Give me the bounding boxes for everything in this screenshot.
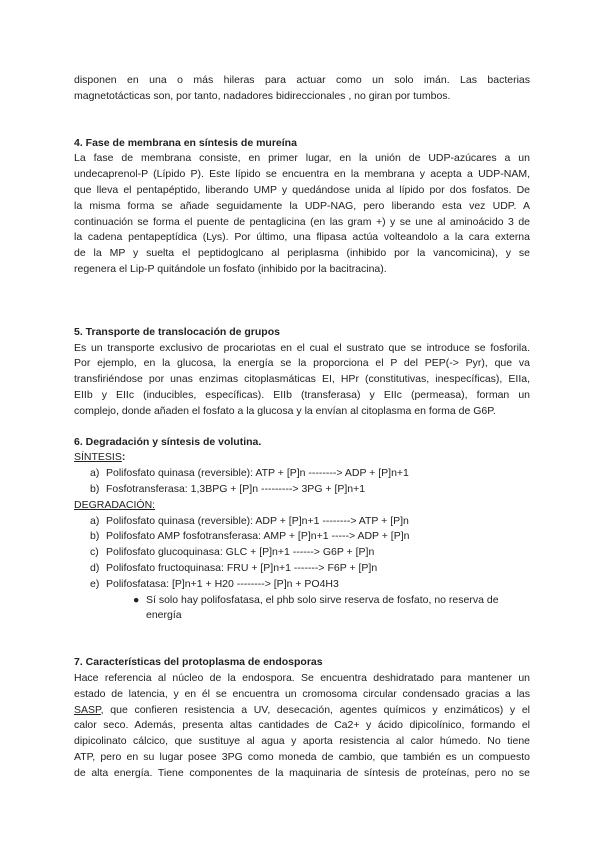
text-line: Por ejemplo, en la glucosa, la energía se la proporciona el P del PEP(-> Pyr), que va [74,357,530,370]
sintesis-colon: : [121,451,126,464]
text-line: ATP, pero en su lugar posee 3PG como moneda de cambio, que también es un compuesto [74,750,530,763]
degradacion-heading: DEGRADACIÓN: [74,498,156,511]
sintesis-list [74,466,530,498]
list-item [74,466,530,482]
sasp-term: SASP [74,703,101,716]
text-line: Hace referencia al núcleo de la endospora. Se encuentra deshidratado para mantener un [74,671,530,684]
list-item [74,514,530,530]
section-6-title: 6. Degradación y síntesis de volutina. [74,435,262,448]
section-4-paragraph [74,151,530,277]
list-item [74,482,530,498]
section-6 [74,435,530,625]
text-line: la cadena pentapeptídica (Lys). Por último, una flipasa actúa volteandolo a la cara externa [74,231,530,244]
text-line: calor seco. Además, presenta altas cantidades de Ca2+ y ácido dipicolínico, formando el [74,719,530,732]
section-4-title: 4. Fase de membrana en síntesis de mureína [74,136,297,149]
text-line: magnetotácticas son, por tanto, nadadores bidireccionales , no giran por tumbos. [74,89,451,102]
intro-paragraph [74,73,530,105]
list-text: Polifosfato AMP fosfotransferasa: AMP + [P]n+1 -----> ADP + [P]n [106,530,410,543]
text-line: que lleva el pentapéptido, liberando UMP y quedándose unida al lípido por dos fosfatos. De [74,183,530,196]
bullet-note [74,593,530,625]
list-marker: d) [90,561,100,574]
text-line: de la MP y suelta el peptidoglcano al periplasma (inhibido por la vancomicina), y se [74,247,530,260]
text-line [74,703,530,719]
text-line: EIIb y EIIc (inducibles, específicas). EIIb (transferasa) y EIIc (permeasa), forman un [74,388,530,401]
list-text: Fosfotransferasa: 1,3BPG + [P]n ---------> 3PG + [P]n+1 [106,482,366,495]
text-line: regenera el Lip-P quitándole un fosfato (inhibido por la bacitracina). [74,262,387,275]
list-item [74,529,530,545]
bullet-dot-icon: ● [133,593,140,606]
section-7 [74,655,530,781]
text-line: transfiriéndose por unas enzimas citoplasmáticas EI, HPr (constitutivas, inespecíficas), EIIa, [74,373,530,386]
list-text: Polifosfato quinasa (reversible): ADP + [P]n+1 --------> ATP + [P]n [106,514,409,527]
section-5 [74,325,530,420]
list-marker: b) [90,482,100,495]
text-line: undecaprenol-P (Lípido P). Este lípido se encuentra en la membrana y acepta a UDP-NAM, [74,168,530,181]
sintesis-heading [74,450,530,466]
list-text: Polifosfato fructoquinasa: FRU + [P]n+1 -------> F6P + [P]n [106,561,378,574]
list-item [74,545,530,561]
list-marker: e) [90,577,100,590]
section-5-title: 5. Transporte de translocación de grupos [74,325,280,338]
text-line: La fase de membrana consiste, en primer lugar, en la unión de UDP-azúcares a un [74,152,530,165]
section-7-title: 7. Características del protoplasma de endosporas [74,656,323,669]
section-7-paragraph [74,671,530,782]
text-segment: , que confieren resistencia a UV, desecación, agentes químicos y enzimáticos) y el [100,703,530,716]
text-line: Es un transporte exclusivo de procariotas en el cual el sustrato que se introduce se fosforila. [74,341,530,354]
note-list [74,593,530,625]
section-5-paragraph [74,341,530,420]
text-line: la misma forma se añade seguidamente la UDP-NAG, pero liberando esta vez UDP. A [74,199,530,212]
list-item [74,561,530,577]
text-line: complejo, donde añaden el fosfato a la glucosa y la envían al citoplasma en forma de G6P. [74,404,496,417]
text-line: continuación se forma el puente de pentaglicina (en las gram +) y se une al aminoácido 3 de [74,215,530,228]
list-marker: a) [90,467,100,480]
section-4 [74,136,530,278]
text-line: disponen en una o más hileras para actuar como un solo imán. Las bacterias [74,74,530,86]
note-text: Sí solo hay polifosfatasa, el phb solo sirve reserva de fosfato, no reserva de energía [146,593,499,622]
degradacion-list [74,514,530,593]
list-text: Polifosfatasa: [P]n+1 + H20 --------> [P]n + PO4H3 [106,577,339,590]
text-line: dipicolinato cálcico, que sustituye al agua y aporta resistencia al calor húmedo. No tiene [74,735,530,748]
list-item [74,577,530,593]
list-marker: c) [90,546,99,559]
text-line: estado de latencia, y en él se encuentra un cromosoma circular condensado gracias a las [74,687,530,700]
list-text: Polifosfato quinasa (reversible): ATP + [P]n --------> ADP + [P]n+1 [106,467,409,480]
document-body [74,73,530,781]
list-marker: b) [90,530,100,543]
text-line: de alta energía. Tiene componentes de la maquinaria de síntesis de proteínas, pero no se [74,766,530,779]
sintesis-label: SÍNTESIS [74,451,122,464]
list-marker: a) [90,514,100,527]
list-text: Polifosfato glucoquinasa: GLC + [P]n+1 ------> G6P + [P]n [106,546,375,559]
